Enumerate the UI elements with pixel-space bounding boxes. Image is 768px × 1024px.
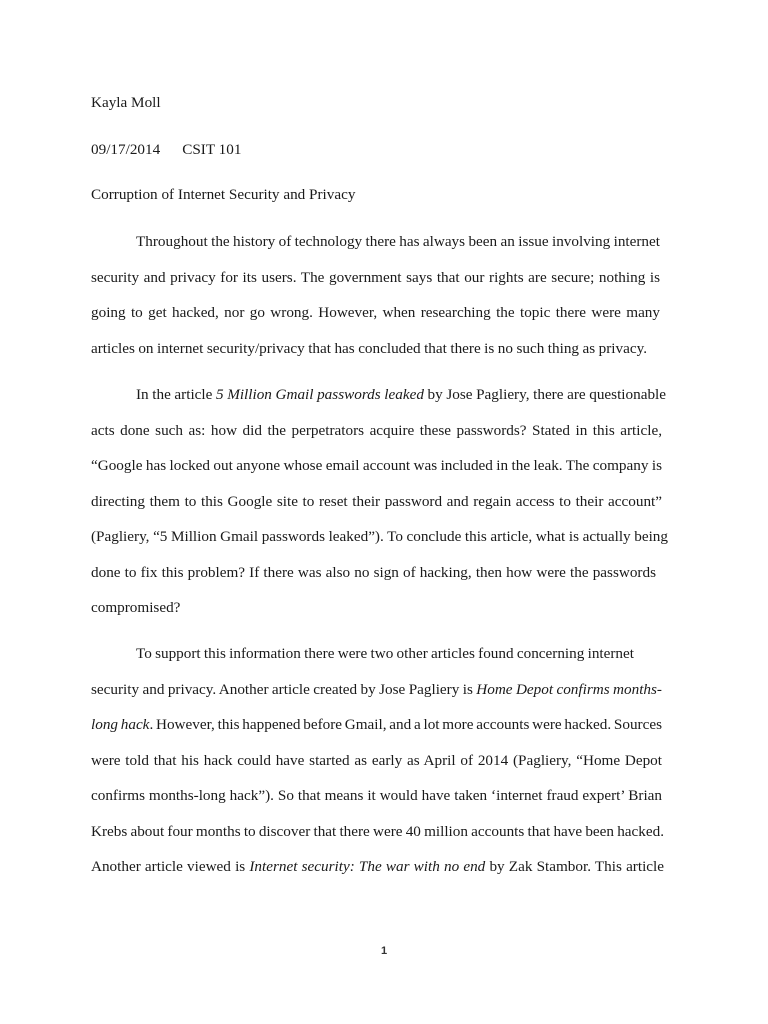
text-segment: acts done such as: how did the perpetrators acquire these passwords? Stated in this article, xyxy=(91,421,662,439)
body-line xyxy=(136,645,634,663)
document-date: 09/17/2014 xyxy=(91,141,161,158)
author-name: Kayla Moll xyxy=(91,94,161,111)
italic-title-segment: 5 Million Gmail passwords leaked xyxy=(215,386,424,403)
italic-title-segment: long hack xyxy=(91,716,150,733)
body-line xyxy=(91,787,662,805)
text-segment: Another article viewed is xyxy=(91,858,250,875)
body-line xyxy=(91,493,662,511)
text-segment: security and privacy for its users. The government says that our rights are secure; nothing is xyxy=(91,268,660,286)
text-segment: directing them to this Google site to reset their password and regain access to their account” xyxy=(91,492,662,510)
body-line xyxy=(91,823,664,841)
body-line xyxy=(91,340,647,358)
body-line xyxy=(136,233,660,251)
text-segment: . However, this happened before Gmail, and a lot more accounts were hacked. Sources xyxy=(149,716,663,733)
text-segment: confirms months-long hack”). So that means it would have taken ‘internet fraud expert’ Brian xyxy=(91,787,662,804)
body-line xyxy=(91,269,660,287)
text-segment: compromised? xyxy=(91,599,181,616)
text-segment: Krebs about four months to discover that there were 40 million accounts that have been hacked. xyxy=(91,822,664,840)
body-line xyxy=(91,752,662,770)
body-line xyxy=(91,716,662,734)
text-segment: (Pagliery, “5 Million Gmail passwords leaked”). To conclude this article, what is actually being xyxy=(91,528,668,545)
body-line xyxy=(91,457,662,475)
text-segment: security and privacy. Another article created by Jose Pagliery is xyxy=(91,680,477,698)
text-segment: were told that his hack could have started as early as April of 2014 (Pagliery, “Home Depot xyxy=(91,751,662,769)
body-line xyxy=(91,599,180,617)
body-line xyxy=(91,304,660,322)
document-title: Corruption of Internet Security and Privacy xyxy=(91,186,356,203)
body-line xyxy=(91,564,656,582)
course-code: CSIT 101 xyxy=(182,141,242,158)
text-segment: “Google has locked out anyone whose email account was included in the leak. The company is xyxy=(91,457,662,474)
text-segment: by Jose Pagliery, there are questionable xyxy=(423,386,666,403)
page-number: 1 xyxy=(380,945,388,957)
text-segment: by Zak Stambor. This article xyxy=(485,858,665,875)
text-segment: In the article xyxy=(136,386,216,403)
body-line xyxy=(91,858,664,876)
text-segment: To support this information there were two other articles found concerning internet xyxy=(136,645,634,662)
italic-title-segment: Home Depot confirms months- xyxy=(476,680,662,698)
body-line xyxy=(91,681,662,699)
text-segment: articles on internet security/privacy that has concluded that there is no such thing as privacy. xyxy=(91,339,647,357)
date-course-line xyxy=(91,141,241,159)
text-segment: Throughout the history of technology there has always been an issue involving internet xyxy=(136,233,660,250)
body-line xyxy=(91,422,662,440)
italic-title-segment: Internet security: The war with no end xyxy=(249,858,486,875)
body-line xyxy=(136,386,666,404)
text-segment: going to get hacked, nor go wrong. However, when researching the topic there were many xyxy=(91,304,660,321)
body-line xyxy=(91,528,668,546)
text-segment: done to fix this problem? If there was also no sign of hacking, then how were the passwords xyxy=(91,563,656,581)
